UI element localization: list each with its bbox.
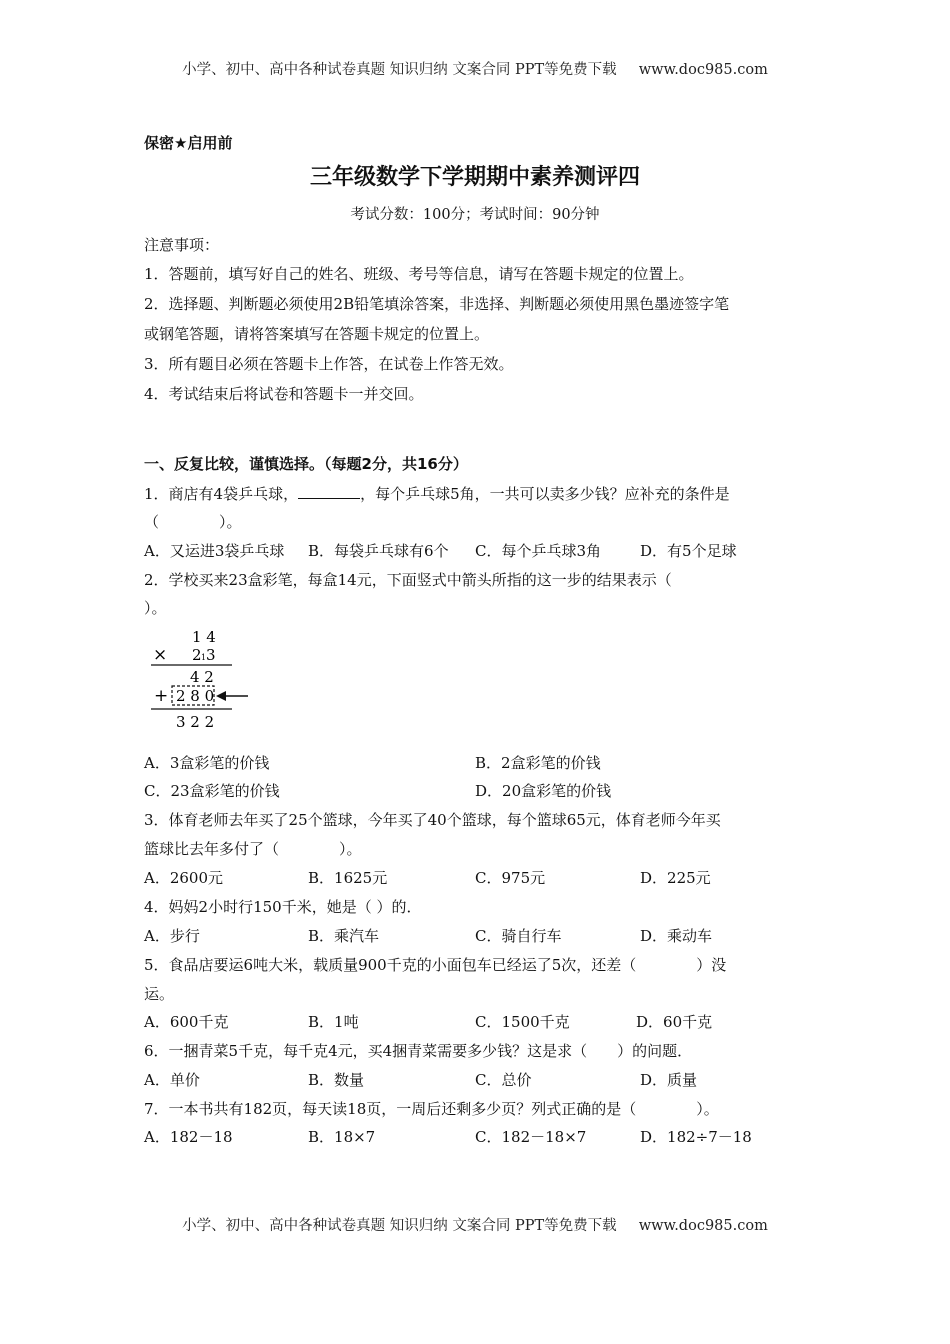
q4-option-a: A．步行	[144, 927, 200, 945]
q1-option-b: B．每袋乒乓球有6个	[308, 542, 449, 560]
question-1-stem	[144, 483, 730, 504]
question-5-stem: 5．食品店要运6吨大米，载质量900千克的小面包车已经运了5次，还差（ ）没	[144, 956, 727, 974]
page-header	[0, 58, 950, 79]
q5-option-d: D．60千克	[636, 1013, 713, 1031]
confidential-label: 保密★启用前	[144, 134, 233, 152]
q7-option-b: B．18×7	[308, 1128, 376, 1146]
q6-option-c: C．总价	[475, 1071, 532, 1089]
calc-partial-product-1: 4 2	[190, 668, 214, 686]
header-site-link[interactable]: www.doc985.com	[638, 62, 768, 78]
note-item: 1．答题前，填写好自己的姓名、班级、考号等信息，请写在答题卡规定的位置上。	[144, 265, 694, 283]
q6-option-b: B．数量	[308, 1071, 365, 1089]
q2-option-a: A．3盒彩笔的价钱	[144, 754, 270, 772]
q3-option-d: D．225元	[640, 869, 711, 887]
vertical-multiplication-figure	[148, 624, 258, 734]
question-1-stem-b: ，每个乒乓球5角，一共可以卖多少钱？应补充的条件是	[360, 485, 730, 503]
calc-row-multiplier-tens: 2	[192, 646, 202, 664]
note-item: 4．考试结束后将试卷和答题卡一并交回。	[144, 385, 424, 403]
q3-option-a: A．2600元	[144, 869, 224, 887]
question-2-stem: 2．学校买来23盒彩笔，每盒14元，下面竖式中箭头所指的这一步的结果表示（	[144, 571, 672, 589]
question-1-stem-a: 1．商店有4袋乒乓球，	[144, 485, 299, 503]
q7-option-a: A．182－18	[144, 1128, 233, 1146]
arrow-left-icon	[216, 691, 226, 701]
calc-times-sign: ×	[153, 645, 168, 665]
q3-option-c: C．975元	[475, 869, 546, 887]
calc-carry-digit: 1	[201, 653, 207, 662]
q7-option-d: D．182÷7－18	[640, 1128, 752, 1146]
calc-row-multiplicand: 1 4	[192, 628, 216, 646]
footer-site-link[interactable]: www.doc985.com	[638, 1218, 768, 1234]
header-text: 小学、初中、高中各种试卷真题 知识归纳 文案合同 PPT等免费下载	[182, 62, 617, 78]
note-item: 或钢笔答题，请将答案填写在答题卡规定的位置上。	[144, 325, 490, 343]
answer-blank	[298, 484, 360, 499]
q4-option-c: C．骑自行车	[475, 927, 562, 945]
q2-option-b: B．2盒彩笔的价钱	[475, 754, 601, 772]
q1-option-d: D．有5个足球	[640, 542, 737, 560]
q1-option-a: A．又运进3袋乒乓球	[144, 542, 285, 560]
q4-option-d: D．乘动车	[640, 927, 713, 945]
question-3-stem-cont: 篮球比去年多付了（ ）。	[144, 840, 362, 858]
page-title: 三年级数学下学期期中素养测评四	[309, 165, 640, 190]
question-3-stem: 3．体育老师去年买了25个篮球，今年买了40个篮球，每个篮球65元，体育老师今年买	[144, 811, 721, 829]
calc-result: 3 2 2	[176, 713, 215, 731]
q3-option-b: B．1625元	[308, 869, 388, 887]
question-4-stem: 4．妈妈2小时行150千米，她是（ ）的．	[144, 898, 422, 916]
exam-info: 考试分数：100分；考试时间：90分钟	[350, 207, 600, 223]
question-2-stem-cont: ）。	[144, 599, 167, 617]
note-item: 3．所有题目必须在答题卡上作答，在试卷上作答无效。	[144, 355, 514, 373]
q1-option-c: C．每个乒乓球3角	[475, 542, 602, 560]
question-7-stem: 7．一本书共有182页，每天读18页，一周后还剩多少页？列式正确的是（ ）。	[144, 1100, 719, 1118]
q7-option-c: C．182－18×7	[475, 1128, 587, 1146]
calc-partial-product-2: 2 8 0	[176, 687, 215, 705]
q5-option-a: A．600千克	[144, 1013, 229, 1031]
q2-option-c: C．23盒彩笔的价钱	[144, 782, 280, 800]
question-5-stem-cont: 运。	[144, 985, 175, 1003]
section-heading: 一、反复比较，谨慎选择。（每题2分，共16分）	[144, 455, 468, 473]
page-footer	[0, 1214, 950, 1235]
footer-text: 小学、初中、高中各种试卷真题 知识归纳 文案合同 PPT等免费下载	[182, 1218, 617, 1234]
notes-heading: 注意事项：	[144, 236, 220, 254]
note-item: 2．选择题、判断题必须使用2B铅笔填涂答案，非选择、判断题必须使用黑色墨迹签字笔	[144, 295, 730, 313]
question-1-stem-cont: （ ）。	[144, 513, 242, 531]
q5-option-c: C．1500千克	[475, 1013, 570, 1031]
question-6-stem: 6．一捆青菜5千克，每千克4元，买4捆青菜需要多少钱？这是求（ ）的问题．	[144, 1042, 693, 1060]
calc-row-multiplier-ones: 3	[206, 646, 216, 664]
calc-plus-sign: +	[154, 686, 169, 706]
q5-option-b: B．1吨	[308, 1013, 359, 1031]
q6-option-d: D．质量	[640, 1071, 698, 1089]
q2-option-d: D．20盒彩笔的价钱	[475, 782, 612, 800]
q4-option-b: B．乘汽车	[308, 927, 380, 945]
q6-option-a: A．单价	[144, 1071, 200, 1089]
